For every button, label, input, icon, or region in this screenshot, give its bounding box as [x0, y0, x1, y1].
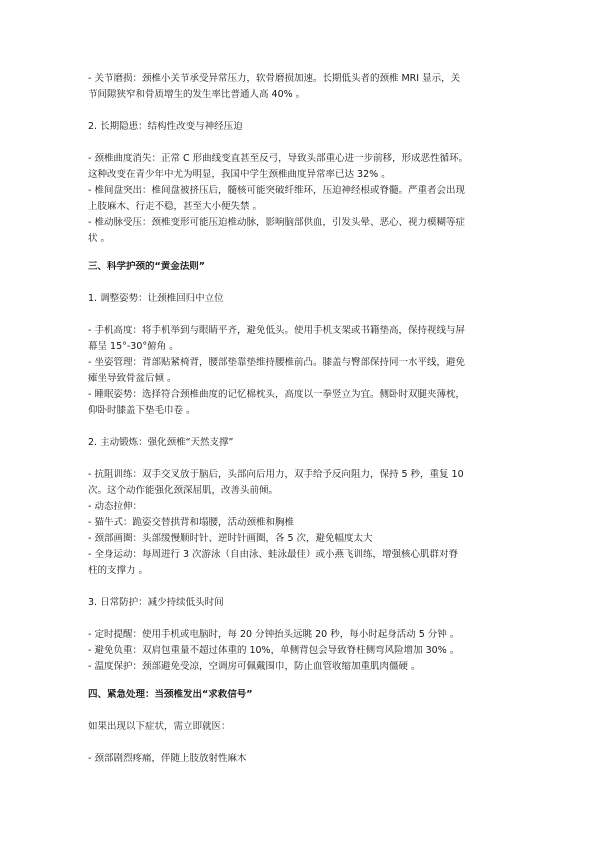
text-line: - 睡眠姿势：选择符合颈椎曲度的记忆棉枕头，高度以一拳竖立为宜。侧卧时双腿夹薄枕，: [88, 389, 465, 400]
subheading: 3. 日常防护：减少持续低头时间: [88, 597, 224, 608]
text-line: 幕呈 15°-30°俯角 。: [88, 341, 179, 352]
text-line: - 手机高度：将手机举到与眼睛平齐，避免低头。使用手机支架或书籍垫高，保持视线与屏: [88, 325, 465, 336]
text-line: - 抗阻训练：双手交叉放于脑后，头部向后用力，双手给予反向阻力，保持 5 秒，重复 10: [88, 469, 464, 480]
text-line: 柱的支撑力 。: [88, 565, 149, 576]
text-line: - 颈椎曲度消失：正常 C 形曲线变直甚至反弓，导致头部重心进一步前移，形成恶性循环。: [88, 153, 469, 164]
text-line: - 避免负重：双肩包重量不超过体重的 10%，单侧背包会导致脊柱侧弯风险增加 30% 。: [88, 645, 460, 656]
text-line: - 椎间盘突出：椎间盘被挤压后，髓核可能突破纤维环，压迫神经根或脊髓。严重者会出现: [88, 185, 465, 196]
text-line: - 猫牛式：跪姿交替拱背和塌腰，活动颈椎和胸椎: [88, 517, 294, 528]
text-line: - 颈部剧烈疼痛，伴随上肢放射性麻木: [88, 753, 247, 764]
subheading: 1. 调整姿势：让颈椎回归中立位: [88, 293, 224, 304]
text-line: 上肢麻木、行走不稳，甚至大小便失禁 。: [88, 201, 263, 212]
text-line: 这种改变在青少年中尤为明显，我国中学生颈椎曲度异常率已达 32% 。: [88, 169, 391, 180]
text-line: 如果出现以下症状，需立即就医：: [88, 721, 231, 732]
text-line: 瘫坐导致骨盆后倾 。: [88, 373, 177, 384]
subheading: 2. 长期隐患：结构性改变与神经压迫: [88, 121, 243, 132]
text-line: - 定时提醒：使用手机或电脑时，每 20 分钟抬头远眺 20 秒，每小时起身活动 5 分钟 。: [88, 629, 460, 640]
section-heading: 四、紧急处理：当颈椎发出“求救信号”: [88, 689, 253, 700]
text-line: 次。这个动作能强化颈深屈肌，改善头前倾。: [88, 485, 279, 496]
text-line: - 关节磨损：颈椎小关节承受异常压力，软骨磨损加速。长期低头者的颈椎 MRI 显示，关: [88, 73, 461, 84]
text-line: 节间隙狭窄和骨质增生的发生率比普通人高 40% 。: [88, 89, 306, 100]
text-line: - 椎动脉受压：颈椎变形可能压迫椎动脉，影响脑部供血，引发头晕、恶心、视力模糊等症: [88, 217, 465, 228]
section-heading: 三、科学护颈的“黄金法则”: [88, 261, 205, 272]
subheading: 2. 主动锻炼：强化颈椎“天然支撑”: [88, 437, 234, 448]
text-line: - 动态拉伸：: [88, 501, 142, 512]
text-line: - 颈部画圈：头部缓慢顺时针、逆时针画圈，各 5 次，避免幅度太大: [88, 533, 373, 544]
text-line: - 温度保护：颈部避免受凉，空调房可佩戴围巾，防止血管收缩加重肌肉僵硬 。: [88, 661, 421, 672]
text-line: 仰卧时膝盖下垫毛巾卷 。: [88, 405, 196, 416]
text-line: - 坐姿管理：背部贴紧椅背，腰部垫靠垫维持腰椎前凸。膝盖与臀部保持同一水平线，避免: [88, 357, 465, 368]
text-line: 状 。: [88, 233, 111, 244]
text-line: - 全身运动：每周进行 3 次游泳（自由泳、蛙泳最佳）或小燕飞训练，增强核心肌群对脊: [88, 549, 459, 560]
